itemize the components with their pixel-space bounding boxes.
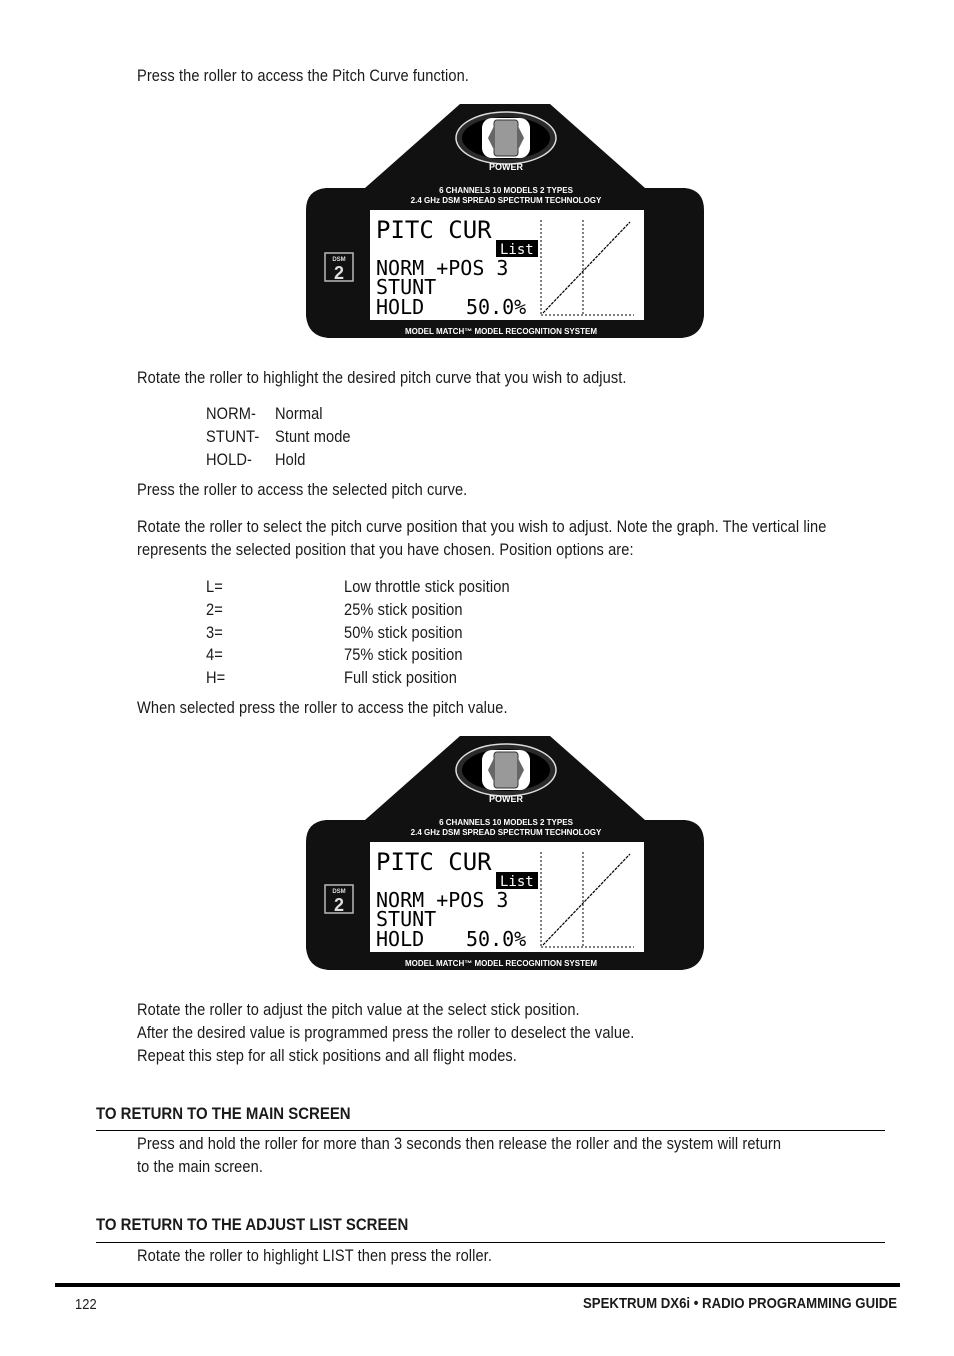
section-heading-main-screen: TO RETURN TO THE MAIN SCREEN: [96, 1104, 351, 1123]
adjust-list-text: Rotate the roller to highlight LIST then press the roller.: [137, 1246, 492, 1265]
adjust-line-2: After the desired value is programmed press the roller to deselect the value.: [137, 1023, 635, 1042]
adjust-line-1: Rotate the roller to adjust the pitch value at the select stick position.: [137, 1000, 580, 1019]
position-key: 4=: [206, 645, 223, 664]
device-footer-label: MODEL MATCH™ MODEL RECOGNITION SYSTEM: [404, 327, 598, 336]
lcd-row-stunt: STUNT: [376, 907, 437, 931]
dsm-badge-text: DSM: [332, 889, 346, 895]
mode-desc: Stunt mode: [275, 427, 351, 446]
mode-key: NORM-: [206, 404, 256, 423]
main-screen-line-1: Press and hold the roller for more than 3 seconds then release the roller and the system will return: [137, 1134, 782, 1153]
transmitter-display-2: [300, 730, 710, 980]
adjust-line-3: Repeat this step for all stick positions and all flight modes.: [137, 1046, 517, 1065]
lcd-row-norm: NORM +POS 3: [376, 256, 509, 280]
lcd-row-norm: NORM +POS 3: [376, 888, 509, 912]
main-screen-line-2: to the main screen.: [137, 1157, 263, 1176]
spec-line-2: 2.4 GHz DSM SPREAD SPECTRUM TECHNOLOGY: [410, 196, 602, 205]
intro-text: Press the roller to access the Pitch Curve function.: [137, 66, 469, 85]
spec-line-2: 2.4 GHz DSM SPREAD SPECTRUM TECHNOLOGY: [410, 828, 602, 837]
dsm-badge-number: 2: [333, 263, 345, 283]
position-desc: Low throttle stick position: [344, 577, 510, 596]
select-position-line-2: represents the selected position that you have chosen. Position options are:: [137, 540, 634, 559]
position-desc: 50% stick position: [344, 623, 463, 642]
mode-desc: Hold: [275, 450, 306, 469]
lcd-list-label: List: [500, 242, 534, 258]
position-desc: Full stick position: [344, 668, 457, 687]
device-footer-label: MODEL MATCH™ MODEL RECOGNITION SYSTEM: [404, 959, 598, 968]
lcd-list-label: List: [500, 874, 534, 890]
lcd-title: PITC CUR: [376, 216, 492, 244]
lcd-row-hold-label: HOLD: [376, 927, 425, 951]
position-desc: 75% stick position: [344, 645, 463, 664]
footer-rule: [55, 1283, 900, 1287]
transmitter-display-1: [300, 98, 710, 348]
access-selected-text: Press the roller to access the selected pitch curve.: [137, 480, 468, 499]
spec-line-1: 6 CHANNELS 10 MODELS 2 TYPES: [439, 186, 573, 195]
section-divider: [96, 1242, 885, 1243]
mode-desc: Normal: [275, 404, 323, 423]
dsm-badge-text: DSM: [332, 257, 346, 263]
section-heading-adjust-list: TO RETURN TO THE ADJUST LIST SCREEN: [96, 1215, 409, 1234]
select-position-line-1: Rotate the roller to select the pitch curve position that you wish to adjust. Note the graph. The vertical line: [137, 517, 827, 536]
lcd-row-hold-value: 50.0%: [466, 927, 527, 951]
lcd-row-hold-label: HOLD: [376, 295, 425, 319]
power-label: POWER: [488, 162, 524, 172]
position-key: L=: [206, 577, 223, 596]
lcd-row-hold-value: 50.0%: [466, 295, 527, 319]
position-key: 2=: [206, 600, 223, 619]
spec-line-1: 6 CHANNELS 10 MODELS 2 TYPES: [439, 818, 573, 827]
position-key: 3=: [206, 623, 223, 642]
power-label: POWER: [488, 794, 524, 804]
section-divider: [96, 1130, 885, 1131]
dsm-badge-number: 2: [333, 895, 345, 915]
lcd-title: PITC CUR: [376, 848, 492, 876]
highlight-text: Rotate the roller to highlight the desired pitch curve that you wish to adjust.: [137, 368, 627, 387]
when-selected-text: When selected press the roller to access the pitch value.: [137, 698, 508, 717]
position-key: H=: [206, 668, 226, 687]
lcd-row-stunt: STUNT: [376, 275, 437, 299]
mode-key: STUNT-: [206, 427, 260, 446]
guide-title: SPEKTRUM DX6i • RADIO PROGRAMMING GUIDE: [583, 1295, 898, 1312]
page-number: 122: [75, 1296, 97, 1313]
mode-key: HOLD-: [206, 450, 252, 469]
position-desc: 25% stick position: [344, 600, 463, 619]
